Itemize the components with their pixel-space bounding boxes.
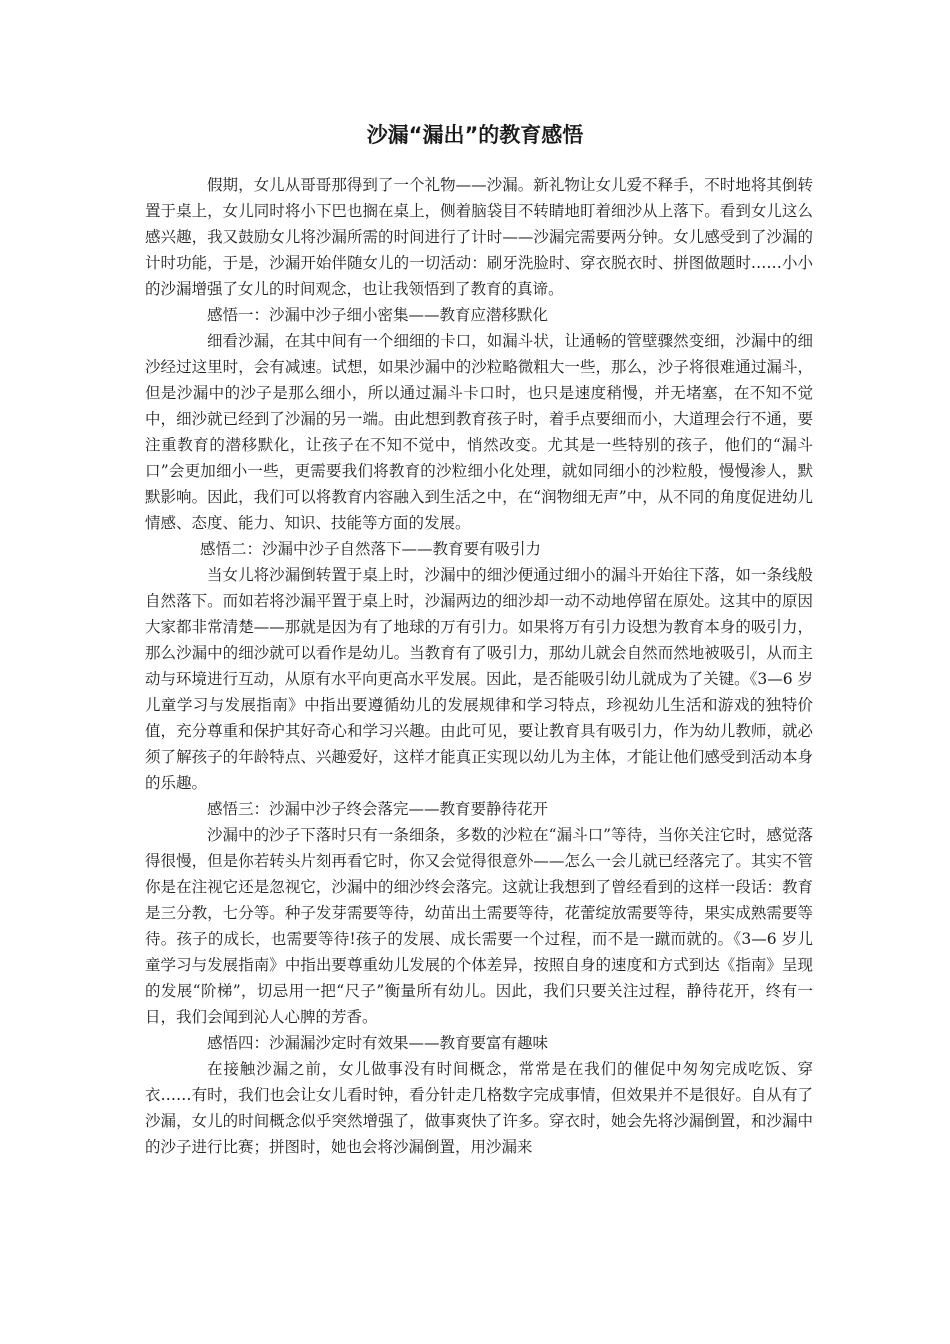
section-paragraph-4: 在接触沙漏之前，女儿做事没有时间概念，常常是在我们的催促中匆匆完成吃饭、穿衣……有时，我们也会让女儿看时钟，看分针走几格数字完成事情，但效果并不是很好。自从有了沙漏，女儿的时间概念似乎突然增强了，做事爽快了许多。穿衣时，她会先将沙漏倒置，和沙漏中的沙子进行比赛；拼图时，她也会将沙漏倒置，用沙漏来: [145, 1060, 813, 1156]
section-paragraph-3: 沙漏中的沙子下落时只有一条细条，多数的沙粒在“漏斗口”等待，当你关注它时，感觉落得很慢，但是你若转头片刻再看它时，你又会觉得很意外——怎么一会儿就已经落完了。其实不管你是在注视它还是忽视它，沙漏中的细沙终会落完。这就让我想到了曾经看到的这样一段话：教育是三分教，七分等。种子发芽需要等待，幼苗出土需要等待，花蕾绽放需要等待，果实成熟需要等待。孩子的成长，也需要等待!孩子的发展、成长需要一个过程，而不是一蹴而就的。《3—6 岁儿童学习与发展指南》中指出要尊重幼儿发展的个体差异，按照自身的速度和方式到达《指南》呈现的发展“阶梯”，切忌用一把“尺子”衡量所有幼儿。因此，我们只要关注过程，静待花开，终有一日，我们会闻到沁人心脾的芳香。: [145, 826, 813, 1026]
section-paragraph-2: 当女儿将沙漏倒转置于桌上时，沙漏中的细沙便通过细小的漏斗开始往下落，如一条线般自然落下。而如若将沙漏平置于桌上时，沙漏两边的细沙却一动不动地停留在原处。这其中的原因大家都非常清楚——那就是因为有了地球的万有引力。如果将万有引力设想为教育本身的吸引力，那么沙漏中的细沙就可以看作是幼儿。当教育有了吸引力，那幼儿就会自然而然地被吸引，从而主动与环境进行互动，从原有水平向更高水平发展。因此，是否能吸引幼儿就成为了关键。《3—6 岁儿童学习与发展指南》中指出要遵循幼儿的发展规律和学习特点，珍视幼儿生活和游戏的独特价值，充分尊重和保护其好奇心和学习兴趣。由此可见，要让教育具有吸引力，作为幼儿教师，就必须了解孩子的年龄特点、兴趣爱好，这样才能真正实现以幼儿为主体，才能让他们感受到活动本身的乐趣。: [145, 566, 813, 792]
section-paragraph-1: 细看沙漏，在其中间有一个细细的卡口，如漏斗状，让通畅的管壁骤然变细，沙漏中的细沙经过这里时，会有减速。试想，如果沙漏中的沙粒略微粗大一些，那么，沙子将很难通过漏斗，但是沙漏中的沙子是那么细小，所以通过漏斗卡口时，也只是速度稍慢，并无堵塞，在不知不觉中，细沙就已经到了沙漏的另一端。由此想到教育孩子时，着手点要细而小，大道理会行不通，要注重教育的潜移默化，让孩子在不知不觉中，悄然改变。尤其是一些特别的孩子，他们的“漏斗口”会更加细小一些，更需要我们将教育的沙粒细小化处理，就如同细小的沙粒般，慢慢渗人，默默影响。因此，我们可以将教育内容融入到生活之中，在“润物细无声”中，从不同的角度促进幼儿情感、态度、能力、知识、技能等方面的发展。: [145, 332, 813, 532]
section-heading-4: 感悟四：沙漏漏沙定时有效果——教育要富有趣味: [207, 1034, 549, 1052]
section-heading-1: 感悟一：沙漏中沙子细小密集——教育应潜移默化: [207, 306, 549, 324]
section-heading-2: 感悟二：沙漏中沙子自然落下——教育要有吸引力: [200, 540, 542, 558]
section-heading-3: 感悟三：沙漏中沙子终会落完——教育要静待花开: [207, 800, 549, 818]
intro-paragraph: 假期，女儿从哥哥那得到了一个礼物——沙漏。新礼物让女儿爱不释手，不时地将其倒转置于桌上，女儿同时将小下巴也搁在桌上，侧着脑袋目不转睛地盯着细沙从上落下。看到女儿这么感兴趣，我又鼓励女儿将沙漏所需的时间进行了计时——沙漏完需要两分钟。女儿感受到了沙漏的计时功能，于是，沙漏开始伴随女儿的一切活动：刷牙洗脸时、穿衣脱衣时、拼图做题时……小小的沙漏增强了女儿的时间观念，也让我领悟到了教育的真谛。: [145, 176, 813, 298]
document-body: [145, 172, 813, 1160]
document-title: 沙漏“漏出”的教育感悟: [366, 123, 584, 147]
